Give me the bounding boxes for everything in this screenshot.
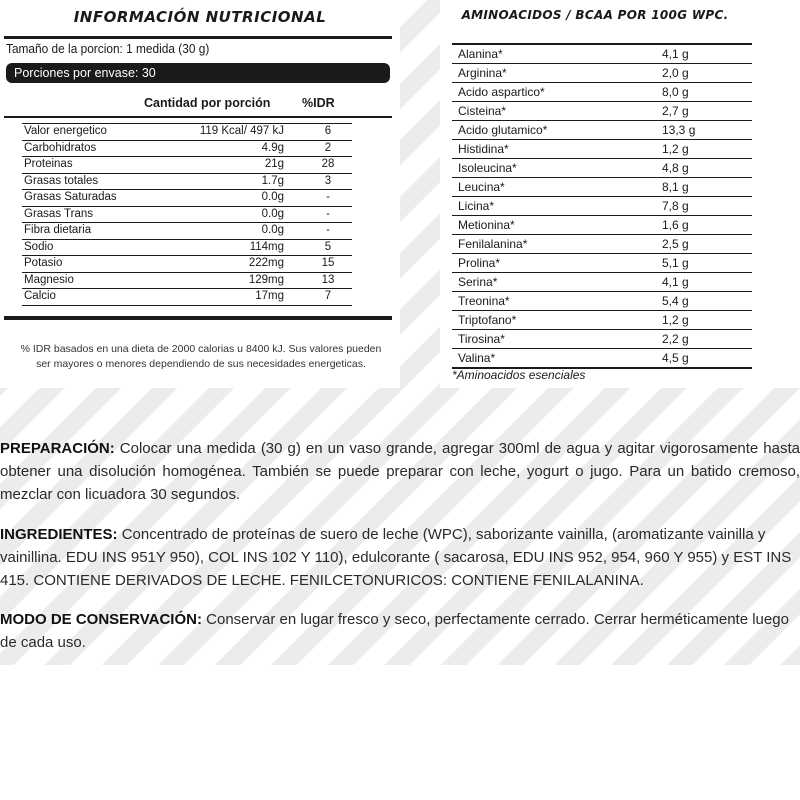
divider — [4, 116, 392, 118]
aminoacid-row — [452, 102, 752, 121]
ingredients-section — [0, 523, 800, 592]
nutrition-row — [22, 206, 352, 223]
aminoacid-row — [452, 254, 752, 273]
nutrient-name: Grasas Trans — [22, 206, 164, 223]
column-header-amount: Cantidad por porción — [144, 96, 271, 110]
aminoacid-name: Licina* — [452, 197, 662, 216]
divider — [4, 316, 392, 320]
divider — [4, 36, 392, 39]
nutrient-idr: - — [302, 190, 352, 207]
aminoacids-table — [452, 43, 752, 369]
nutrient-name: Magnesio — [22, 272, 164, 289]
aminoacid-name: Prolina* — [452, 254, 662, 273]
aminoacid-row — [452, 83, 752, 102]
preparation-label: PREPARACIÓN: — [0, 440, 115, 457]
aminoacid-value: 4,5 g — [662, 349, 752, 369]
aminoacid-row — [452, 292, 752, 311]
aminoacid-row — [452, 197, 752, 216]
aminoacid-name: Metionina* — [452, 216, 662, 235]
aminoacid-row — [452, 64, 752, 83]
nutrition-row — [22, 124, 352, 141]
aminoacid-value: 7,8 g — [662, 197, 752, 216]
nutrition-row — [22, 289, 352, 306]
conservation-text: Conservar en lugar fresco y seco, perfectamente cerrado. Cerrar herméticamente luego de cada uso. — [0, 611, 789, 651]
aminoacid-value: 1,2 g — [662, 311, 752, 330]
nutrient-amount: 222mg — [164, 256, 302, 273]
conservation-section — [0, 608, 800, 654]
aminoacid-name: Triptofano* — [452, 311, 662, 330]
aminoacid-value: 2,2 g — [662, 330, 752, 349]
aminoacid-row — [452, 140, 752, 159]
aminoacid-row — [452, 121, 752, 140]
aminoacid-value: 1,6 g — [662, 216, 752, 235]
aminoacid-name: Alanina* — [452, 44, 662, 64]
aminoacid-value: 4,8 g — [662, 159, 752, 178]
nutrient-name: Grasas Saturadas — [22, 190, 164, 207]
nutrient-amount: 0.0g — [164, 206, 302, 223]
conservation-label: MODO DE CONSERVACIÓN: — [0, 611, 202, 628]
nutrient-amount: 114mg — [164, 239, 302, 256]
aminoacid-value: 13,3 g — [662, 121, 752, 140]
aminoacid-row — [452, 235, 752, 254]
aminoacid-name: Acido aspartico* — [452, 83, 662, 102]
aminoacids-title: AMINOACIDOS / BCAA POR 100G WPC. — [461, 8, 729, 22]
aminoacid-value: 5,1 g — [662, 254, 752, 273]
aminoacids-note: *Aminoacidos esenciales — [452, 368, 586, 382]
aminoacid-name: Fenilalanina* — [452, 235, 662, 254]
nutrient-idr: - — [302, 223, 352, 240]
aminoacid-name: Valina* — [452, 349, 662, 369]
nutrition-panel — [0, 0, 400, 388]
aminoacid-name: Tirosina* — [452, 330, 662, 349]
idr-footnote — [6, 342, 396, 372]
nutrition-row — [22, 272, 352, 289]
aminoacid-row — [452, 178, 752, 197]
footnote-line: % IDR basados en una dieta de 2000 calorias u 8400 kJ. Sus valores pueden — [20, 343, 382, 355]
aminoacid-row — [452, 311, 752, 330]
aminoacid-value: 2,7 g — [662, 102, 752, 121]
nutrition-row — [22, 256, 352, 273]
aminoacid-value: 5,4 g — [662, 292, 752, 311]
nutrient-idr: 5 — [302, 239, 352, 256]
preparation-section — [0, 437, 800, 506]
nutrient-amount: 129mg — [164, 272, 302, 289]
aminoacid-value: 8,0 g — [662, 83, 752, 102]
aminoacid-name: Histidina* — [452, 140, 662, 159]
aminoacid-value: 2,0 g — [662, 64, 752, 83]
nutrition-table — [22, 123, 352, 306]
aminoacid-name: Arginina* — [452, 64, 662, 83]
nutrient-idr: - — [302, 206, 352, 223]
ingredients-label: INGREDIENTES: — [0, 526, 118, 543]
aminoacids-panel — [440, 0, 800, 388]
nutrient-idr: 13 — [302, 272, 352, 289]
nutrient-name: Carbohidratos — [22, 140, 164, 157]
aminoacid-value: 4,1 g — [662, 273, 752, 292]
aminoacid-row — [452, 216, 752, 235]
nutrient-idr: 3 — [302, 173, 352, 190]
nutrient-name: Calcio — [22, 289, 164, 306]
nutrient-idr: 2 — [302, 140, 352, 157]
nutrient-amount: 21g — [164, 157, 302, 174]
nutrition-row — [22, 140, 352, 157]
aminoacid-row — [452, 349, 752, 369]
column-header-idr: %IDR — [302, 96, 335, 110]
aminoacid-row — [452, 330, 752, 349]
nutrient-amount: 1.7g — [164, 173, 302, 190]
servings-per-container-box — [6, 63, 390, 83]
aminoacid-row — [452, 273, 752, 292]
aminoacid-value: 4,1 g — [662, 44, 752, 64]
nutrition-row — [22, 157, 352, 174]
nutrient-amount: 17mg — [164, 289, 302, 306]
aminoacid-name: Isoleucina* — [452, 159, 662, 178]
nutrient-name: Potasio — [22, 256, 164, 273]
nutrient-amount: 0.0g — [164, 223, 302, 240]
nutrient-amount: 119 Kcal/ 497 kJ — [164, 124, 302, 141]
ingredients-text: Concentrado de proteínas de suero de leche (WPC), saborizante vainilla, (aromatizante vainilla y vainillina. EDU INS 951Y 950), COL INS 102 Y 110), edulcorante ( sacarosa, EDU INS 952, 954, 960 Y 955) y EST INS 415. CONTIENE DERIVADOS DE LECHE. FENILCETONURICOS: CONTIENE FENILALANINA. — [0, 526, 792, 589]
nutrition-row — [22, 239, 352, 256]
nutrition-row — [22, 173, 352, 190]
nutrition-row — [22, 223, 352, 240]
preparation-text: Colocar una medida (30 g) en un vaso grande, agregar 300ml de agua y agitar vigorosamente hasta obtener una disolución homogénea. También se puede preparar con leche, yogurt o jugo. Para un batido cremoso, mezclar con licuadora 30 segundos. — [0, 440, 800, 503]
nutrient-amount: 4.9g — [164, 140, 302, 157]
aminoacid-row — [452, 159, 752, 178]
servings-per-container: Porciones por envase: 30 — [14, 66, 156, 80]
nutrient-idr: 6 — [302, 124, 352, 141]
nutrient-amount: 0.0g — [164, 190, 302, 207]
nutrient-idr: 15 — [302, 256, 352, 273]
nutrient-name: Fibra dietaria — [22, 223, 164, 240]
aminoacid-name: Leucina* — [452, 178, 662, 197]
nutrient-name: Proteinas — [22, 157, 164, 174]
nutrition-title: INFORMACIÓN NUTRICIONAL — [73, 8, 327, 26]
nutrient-idr: 28 — [302, 157, 352, 174]
nutrition-row — [22, 190, 352, 207]
aminoacid-name: Treonina* — [452, 292, 662, 311]
aminoacid-name: Serina* — [452, 273, 662, 292]
nutrient-name: Valor energetico — [22, 124, 164, 141]
aminoacid-value: 8,1 g — [662, 178, 752, 197]
aminoacid-name: Acido glutamico* — [452, 121, 662, 140]
nutrient-idr: 7 — [302, 289, 352, 306]
serving-size: Tamaño de la porcion: 1 medida (30 g) — [6, 42, 210, 56]
aminoacid-value: 2,5 g — [662, 235, 752, 254]
footnote-line: ser mayores o menores dependiendo de sus necesidades energeticas. — [36, 358, 366, 370]
nutrient-name: Grasas totales — [22, 173, 164, 190]
nutrient-name: Sodio — [22, 239, 164, 256]
aminoacid-value: 1,2 g — [662, 140, 752, 159]
aminoacid-name: Cisteina* — [452, 102, 662, 121]
aminoacid-row — [452, 44, 752, 64]
